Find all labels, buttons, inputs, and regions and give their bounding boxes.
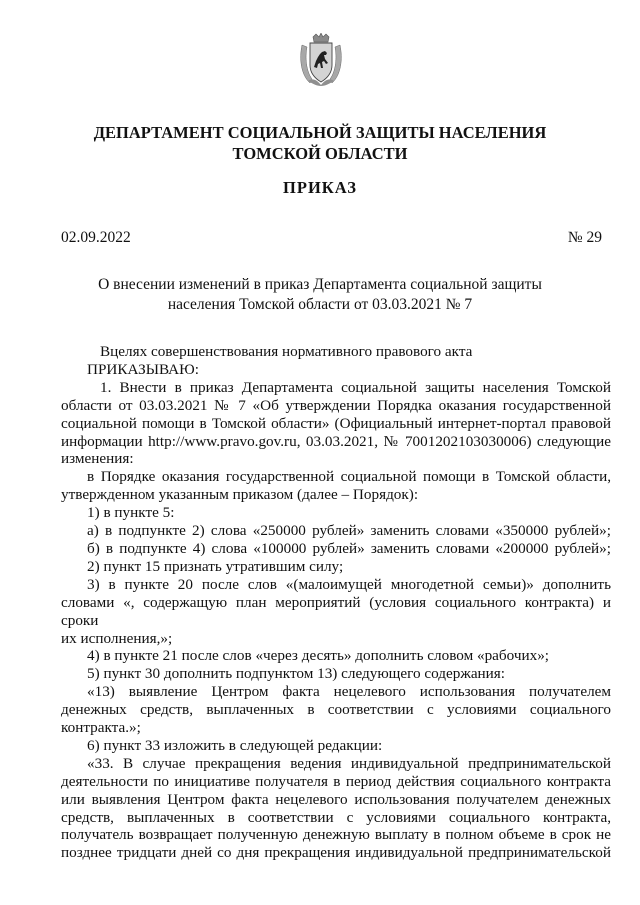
department-name bbox=[0, 122, 640, 164]
order-body bbox=[61, 343, 611, 862]
body-line: или выявления Центром факта нецелевого использования получателем денежных bbox=[61, 790, 611, 808]
body-line: 3) в пункте 20 после слов «(малоимущей многодетной семьи)» дополнить bbox=[87, 575, 611, 593]
document-type: ПРИКАЗ bbox=[283, 178, 357, 197]
body-line: ПРИКАЗЫВАЮ: bbox=[87, 360, 199, 378]
department-name-line2: ТОМСКОЙ ОБЛАСТИ bbox=[232, 144, 408, 163]
body-line: контракта.»; bbox=[61, 719, 141, 737]
body-line: 1) в пункте 5: bbox=[87, 504, 175, 522]
body-line: 6) пункт 33 изложить в следующей редакции: bbox=[87, 736, 383, 754]
body-line: получатель возвращает полученную денежную выплату в полном объеме в срок не bbox=[61, 826, 611, 844]
body-line: словами «, содержащую план мероприятий (условия социального контракта) и сроки bbox=[61, 593, 611, 629]
order-title-line1: О внесении изменений в приказ Департамента социальной защиты bbox=[98, 276, 542, 293]
body-line: деятельности по инициативе получателя в период действия социального контракта bbox=[61, 772, 611, 790]
body-line: 4) в пункте 21 после слов «через десять» дополнить словом «рабочих»; bbox=[87, 647, 550, 665]
order-title bbox=[0, 275, 640, 315]
body-line: б) в подпункте 4) слова «100000 рублей» заменить словами «200000 рублей»; bbox=[87, 539, 611, 557]
body-line: в Порядке оказания государственной социальной помощи в Томской области, bbox=[87, 468, 611, 486]
coat-of-arms-icon bbox=[298, 33, 344, 87]
body-line: изменения: bbox=[61, 450, 134, 468]
body-line: Вцелях совершенствования нормативного правового акта bbox=[100, 343, 473, 360]
body-line: их исполнения,»; bbox=[61, 629, 173, 647]
body-line: 2) пункт 15 признать утратившим силу; bbox=[87, 557, 344, 575]
body-line: денежных средств, выплаченных в соответствии с условиями социального bbox=[61, 701, 611, 719]
department-name-line1: ДЕПАРТАМЕНТ СОЦИАЛЬНОЙ ЗАЩИТЫ НАСЕЛЕНИЯ bbox=[93, 123, 547, 142]
body-line: 1. Внести в приказ Департамента социальной защиты населения Томской bbox=[100, 378, 611, 396]
body-line: социальной помощи в Томской области» (Официальный интернет-портал правовой bbox=[61, 414, 611, 432]
body-line: утвержденном указанным приказом (далее – Порядок): bbox=[61, 486, 419, 504]
body-line: информации http://www.pravo.gov.ru, 03.03.2021, № 7001202103030006) следующие bbox=[61, 432, 611, 450]
body-line: «13) выявление Центром факта нецелевого использования получателем bbox=[87, 683, 611, 701]
order-number: № 29 bbox=[567, 229, 602, 246]
body-line: «33. В случае прекращения ведения индивидуальной предпринимательской bbox=[87, 754, 611, 772]
body-line: области от 03.03.2021 № 7 «Об утверждении Порядка оказания государственной bbox=[61, 396, 611, 414]
body-line: 5) пункт 30 дополнить подпунктом 13) следующего содержания: bbox=[87, 665, 506, 683]
order-title-line2: населения Томской области от 03.03.2021 № 7 bbox=[167, 296, 473, 313]
body-line: позднее тридцати дней со дня прекращения индивидуальной предпринимательской bbox=[61, 844, 611, 862]
body-line: средств, выплаченных в соответствии с условиями социального контракта, bbox=[61, 808, 611, 826]
order-date: 02.09.2022 bbox=[61, 229, 131, 246]
body-line: а) в подпункте 2) слова «250000 рублей» заменить словами «350000 рублей»; bbox=[87, 522, 611, 540]
